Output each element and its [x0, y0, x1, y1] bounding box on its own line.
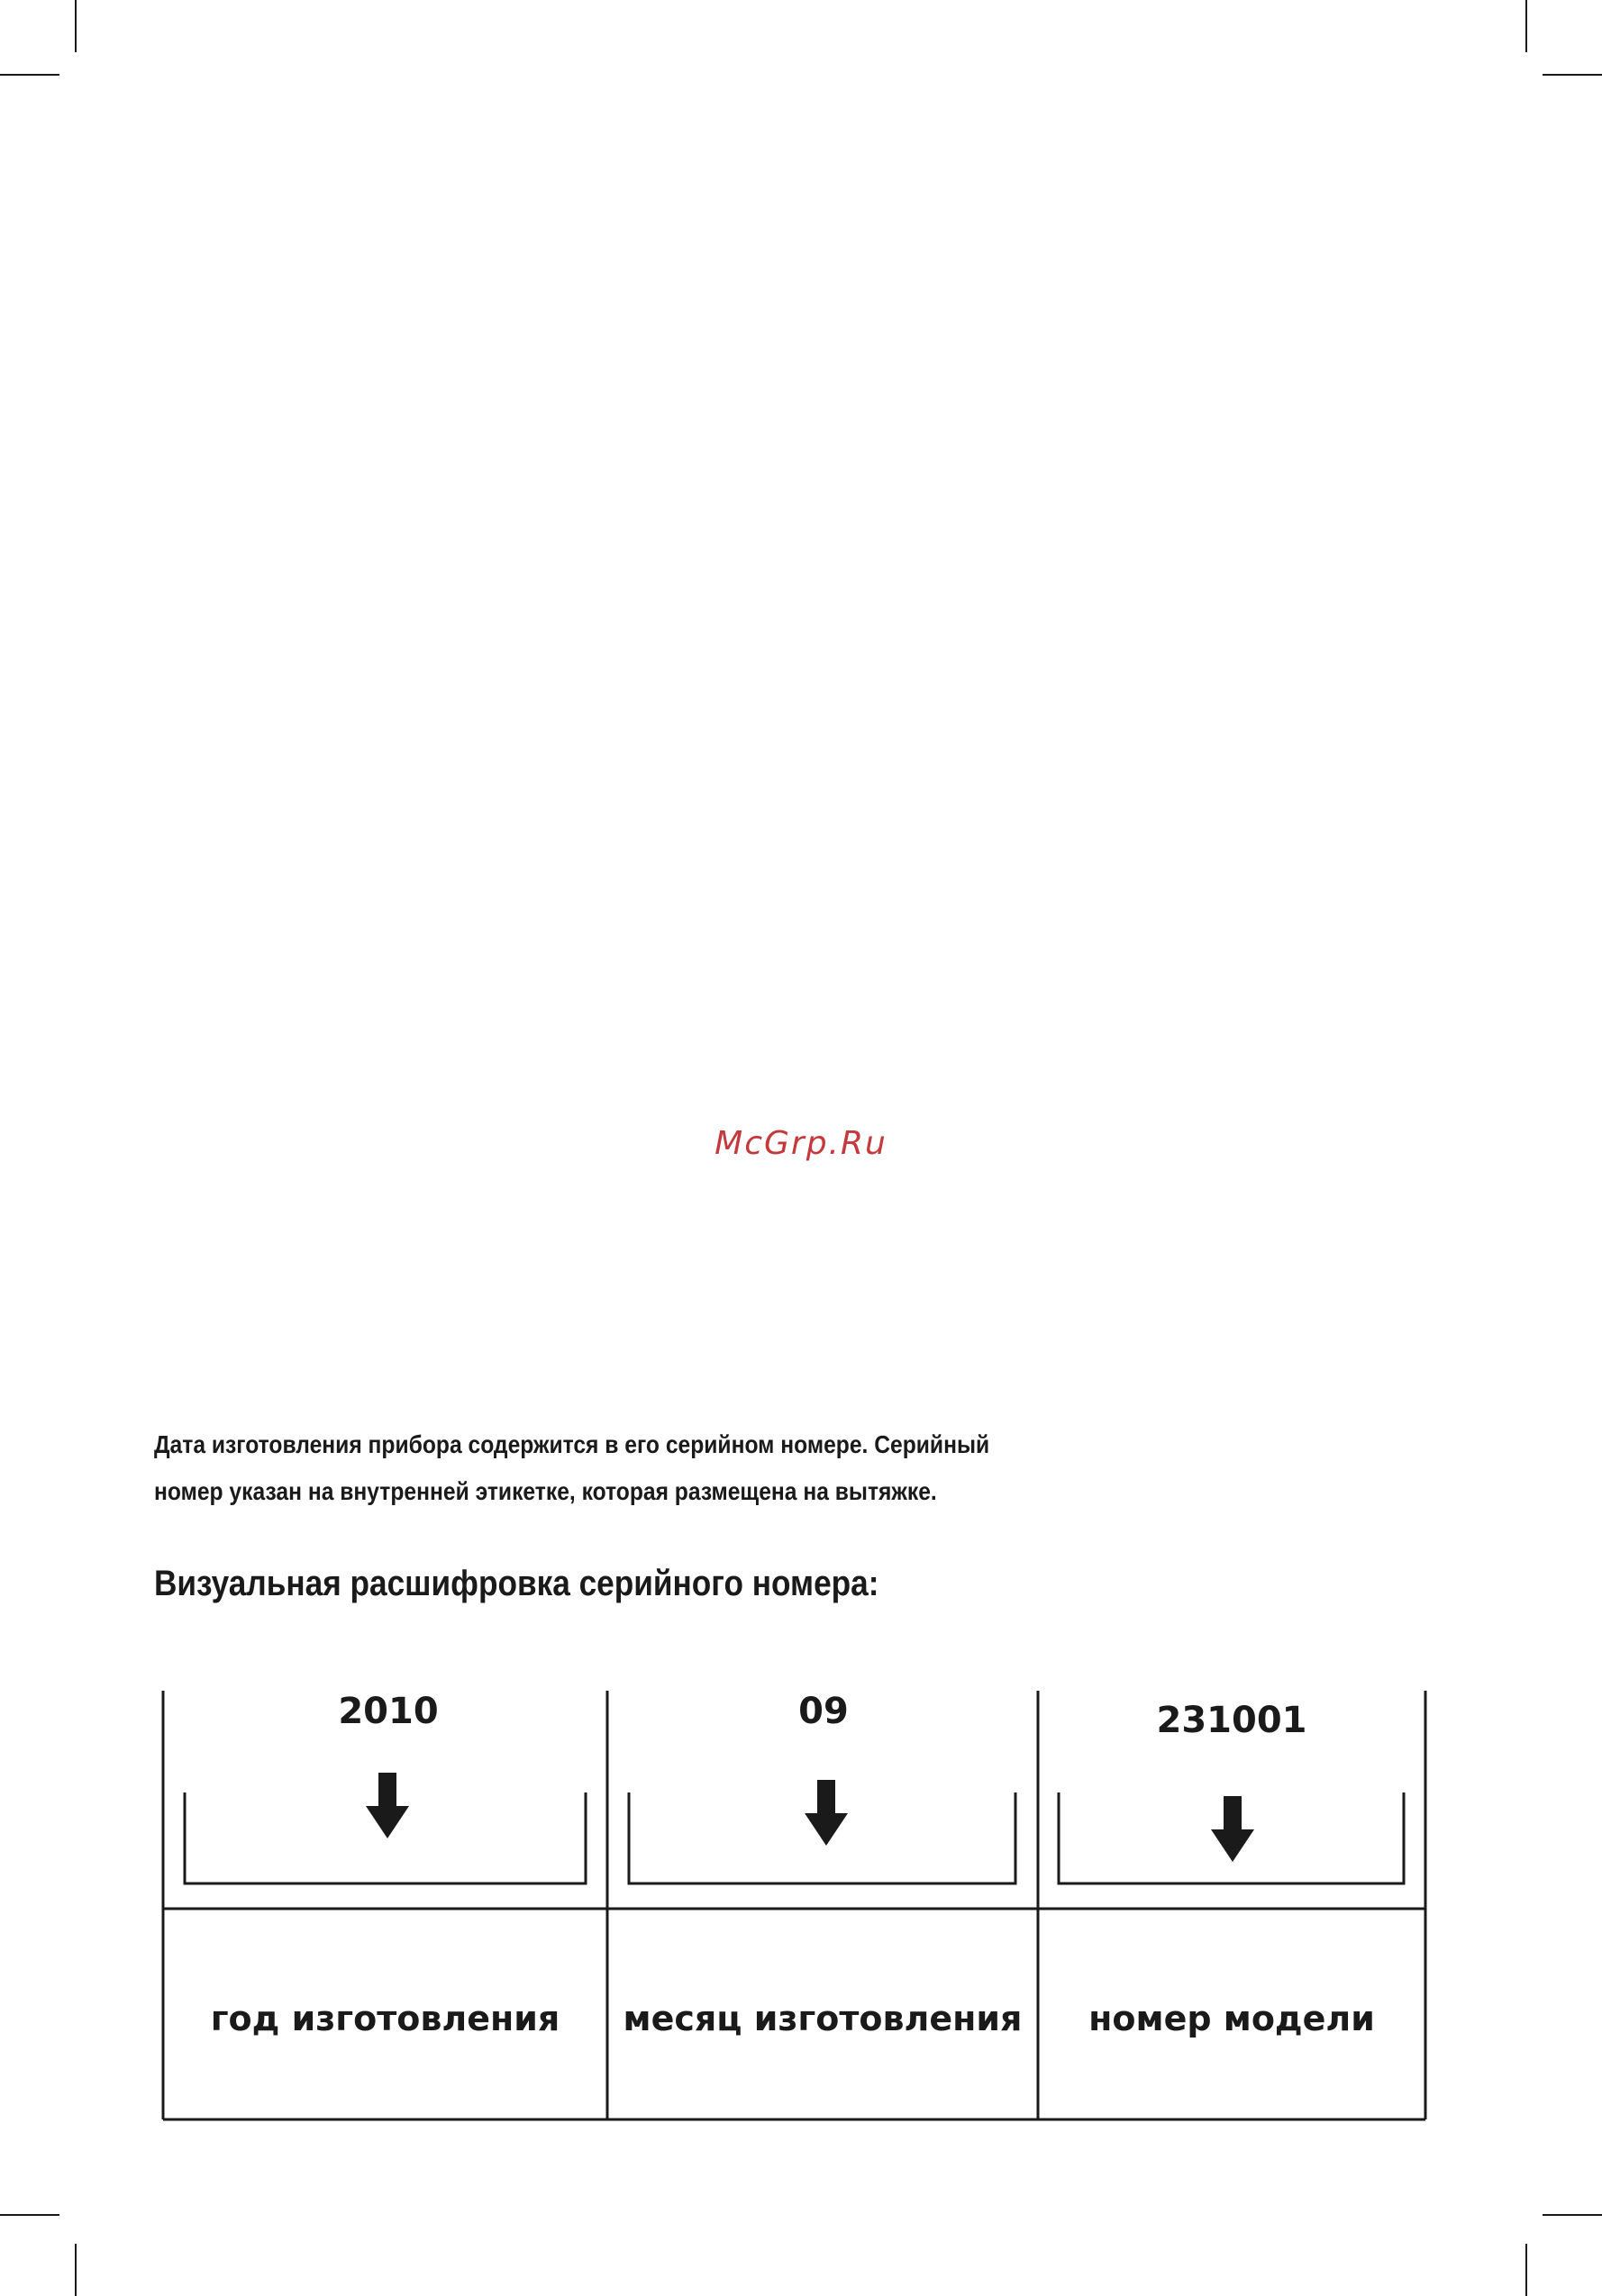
diagram-frame — [163, 1691, 1425, 2119]
intro-line-2: номер указан на внутренней этикетке, которая размещена на вытяжке. — [154, 1477, 937, 1505]
crop-mark-bottom-left-vertical — [75, 2244, 77, 2296]
intro-line-1: Дата изготовления прибора содержится в его серийном номере. Серийный — [154, 1430, 990, 1458]
serial-part-year-label: год изготовления — [210, 1999, 560, 2038]
serial-part-year-value: 2010 — [338, 1691, 439, 1732]
crop-mark-top-right-horizontal — [1543, 74, 1602, 76]
crop-mark-bottom-right-vertical — [1525, 2244, 1527, 2296]
crop-mark-bottom-left-horizontal — [0, 2214, 59, 2216]
serial-part-month-label: месяц изготовления — [623, 1999, 1023, 2038]
arrow-down-icon — [1211, 1796, 1254, 1862]
serial-part-model-value: 231001 — [1156, 1700, 1307, 1741]
crop-mark-top-right-vertical — [1525, 0, 1527, 52]
intro-paragraph — [154, 1421, 1264, 1515]
section-heading: Визуальная расшифровка серийного номера: — [154, 1564, 879, 1603]
crop-mark-bottom-right-horizontal — [1543, 2214, 1602, 2216]
arrow-down-icon — [805, 1780, 848, 1846]
arrows — [366, 1773, 1254, 1862]
arrow-down-icon — [366, 1773, 409, 1838]
crop-mark-top-left-vertical — [75, 0, 77, 52]
crop-mark-top-left-horizontal — [0, 74, 59, 76]
watermark: McGrp.Ru — [715, 1125, 887, 1162]
serial-part-model-label: номер модели — [1088, 1999, 1375, 2038]
serial-part-month-value: 09 — [798, 1691, 849, 1732]
